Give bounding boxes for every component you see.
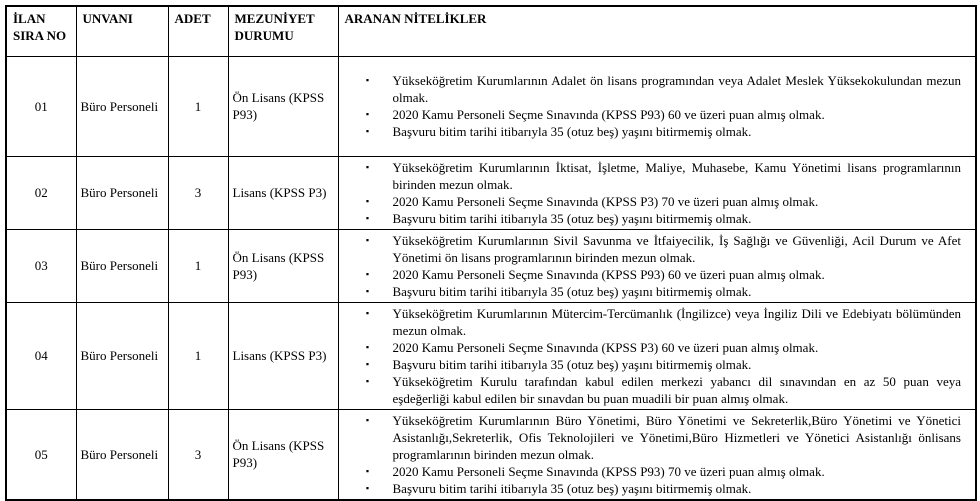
requirement-item	[343, 283, 972, 300]
bullet-icon: ▪	[365, 109, 370, 119]
cell-adet: 1	[168, 302, 228, 409]
cell-unvani: Büro Personeli	[76, 229, 168, 302]
requirement-item	[343, 463, 972, 480]
cell-unvani: Büro Personeli	[76, 156, 168, 229]
bullet-icon: ▪	[365, 234, 370, 245]
requirement-text: Yükseköğretim Kurulu tarafından kabul edilen merkezi yabancı dil sınavından en az 50 puan veya eşdeğerliği kabul edilen bir sınavdan bu puan muadili bir puan almış olmak.	[392, 373, 961, 406]
requirement-text: Başvuru bitim tarihi itibarıyla 35 (otuz beş) yaşını bitirmemiş olmak.	[392, 210, 752, 226]
bullet-icon: ▪	[365, 307, 370, 318]
table-row	[6, 229, 976, 302]
requirement-text: Başvuru bitim tarihi itibarıyla 35 (otuz beş) yaşını bitirmemiş olmak.	[392, 356, 752, 372]
cell-mezuniyet-durumu: Lisans (KPSS P3)	[228, 156, 338, 229]
table-row	[6, 409, 976, 500]
requirement-item	[343, 193, 972, 210]
requirement-text: 2020 Kamu Personeli Seçme Sınavında (KPSS P93) 70 ve üzeri puan almış olmak.	[392, 463, 825, 479]
requirement-text: Yükseköğretim Kurumlarının Adalet ön lisans programından veya Adalet Meslek Yüksekokulundan mezun olmak.	[392, 73, 961, 105]
requirement-item	[343, 305, 972, 339]
bullet-icon: ▪	[365, 75, 370, 85]
header-cell-aranan-nitelikler: ARANAN NİTELİKLER	[338, 6, 976, 56]
requirement-text: Yükseköğretim Kurumlarının Mütercim-Tercümanlık (İngilizce) veya İngiliz Dili ve Edebiyatı bölümünden mezun olmak.	[392, 305, 961, 338]
cell-adet: 3	[168, 156, 228, 229]
requirement-text: Başvuru bitim tarihi itibarıyla 35 (otuz beş) yaşını bitirmemiş olmak.	[392, 480, 752, 496]
bullet-icon: ▪	[365, 465, 370, 476]
requirement-text: Başvuru bitim tarihi itibarıyla 35 (otuz beş) yaşını bitirmemiş olmak.	[392, 124, 752, 139]
header-cell-adet: ADET	[168, 6, 228, 56]
cell-ilan-sira-no: 04	[6, 302, 76, 409]
cell-ilan-sira-no: 03	[6, 229, 76, 302]
header-cell-ilan-sira-no: İLAN SIRA NO	[6, 6, 76, 56]
bullet-icon: ▪	[365, 341, 370, 352]
bullet-icon: ▪	[365, 212, 370, 223]
cell-unvani: Büro Personeli	[76, 409, 168, 500]
header-cell-unvani: UNVANI	[76, 6, 168, 56]
cell-aranan-nitelikler	[338, 229, 976, 302]
requirement-item	[343, 356, 972, 373]
cell-mezuniyet-durumu: Lisans (KPSS P3)	[228, 302, 338, 409]
table-row	[6, 302, 976, 409]
table-row	[6, 56, 976, 156]
requirement-item	[343, 210, 972, 227]
cell-unvani: Büro Personeli	[76, 56, 168, 156]
requirement-text: Yükseköğretim Kurumlarının Sivil Savunma ve İtfaiyecilik, İş Sağlığı ve Güvenliği, Acil Durum ve Afet Yönetimi ön lisans programlarının birinden mezun olmak.	[392, 232, 961, 265]
cell-ilan-sira-no: 05	[6, 409, 76, 500]
cell-adet: 3	[168, 409, 228, 500]
requirement-item	[343, 266, 972, 283]
cell-ilan-sira-no: 01	[6, 56, 76, 156]
requirement-text: Başvuru bitim tarihi itibarıyla 35 (otuz beş) yaşını bitirmemiş olmak.	[392, 283, 752, 299]
cell-aranan-nitelikler	[338, 56, 976, 156]
cell-mezuniyet-durumu: Ön Lisans (KPSS P93)	[228, 409, 338, 500]
bullet-icon: ▪	[365, 161, 370, 172]
requirement-text: 2020 Kamu Personeli Seçme Sınavında (KPSS P3) 60 ve üzeri puan almış olmak.	[392, 339, 819, 355]
cell-adet: 1	[168, 56, 228, 156]
header-cell-mezuniyet-durumu: MEZUNİYET DURUMU	[228, 6, 338, 56]
requirement-text: Yükseköğretim Kurumlarının Büro Yönetimi, Büro Yönetimi ve Sekreterlik,Büro Yönetimi ve Yönetici Asistanlığı,Sekreterlik, Ofis Teknolojileri ve Yönetimi,Büro Hizmetleri ve Yönetici Asistanlığı önlisans programlarının birinden mezun olmak.	[392, 412, 961, 462]
cell-ilan-sira-no: 02	[6, 156, 76, 229]
requirement-text: Yükseköğretim Kurumlarının İktisat, İşletme, Maliye, Muhasebe, Kamu Yönetimi lisans programlarının birinden mezun olmak.	[392, 159, 961, 192]
bullet-icon: ▪	[365, 268, 370, 279]
header-row	[6, 6, 976, 56]
bullet-icon: ▪	[365, 358, 370, 369]
table-row	[6, 156, 976, 229]
requirement-item	[343, 232, 972, 266]
requirement-item	[343, 123, 972, 140]
bullet-icon: ▪	[365, 482, 370, 493]
cell-mezuniyet-durumu: Ön Lisans (KPSS P93)	[228, 229, 338, 302]
cell-aranan-nitelikler	[338, 302, 976, 409]
cell-mezuniyet-durumu: Ön Lisans (KPSS P93)	[228, 56, 338, 156]
requirement-item	[343, 106, 972, 123]
requirement-text: 2020 Kamu Personeli Seçme Sınavında (KPSS P93) 60 ve üzeri puan almış olmak.	[392, 107, 825, 122]
cell-unvani: Büro Personeli	[76, 302, 168, 409]
job-postings-table	[5, 5, 977, 501]
requirement-item	[343, 373, 972, 407]
requirement-item	[343, 159, 972, 193]
cell-adet: 1	[168, 229, 228, 302]
bullet-icon: ▪	[365, 195, 370, 206]
requirement-item	[343, 72, 972, 106]
requirement-item	[343, 480, 972, 497]
requirement-text: 2020 Kamu Personeli Seçme Sınavında (KPSS P3) 70 ve üzeri puan almış olmak.	[392, 193, 819, 209]
cell-aranan-nitelikler	[338, 409, 976, 500]
bullet-icon: ▪	[365, 375, 370, 386]
bullet-icon: ▪	[365, 285, 370, 296]
requirement-item	[343, 412, 972, 463]
requirement-item	[343, 339, 972, 356]
requirement-text: 2020 Kamu Personeli Seçme Sınavında (KPSS P93) 60 ve üzeri puan almış olmak.	[392, 266, 825, 282]
bullet-icon: ▪	[365, 126, 370, 136]
bullet-icon: ▪	[365, 414, 370, 425]
cell-aranan-nitelikler	[338, 156, 976, 229]
